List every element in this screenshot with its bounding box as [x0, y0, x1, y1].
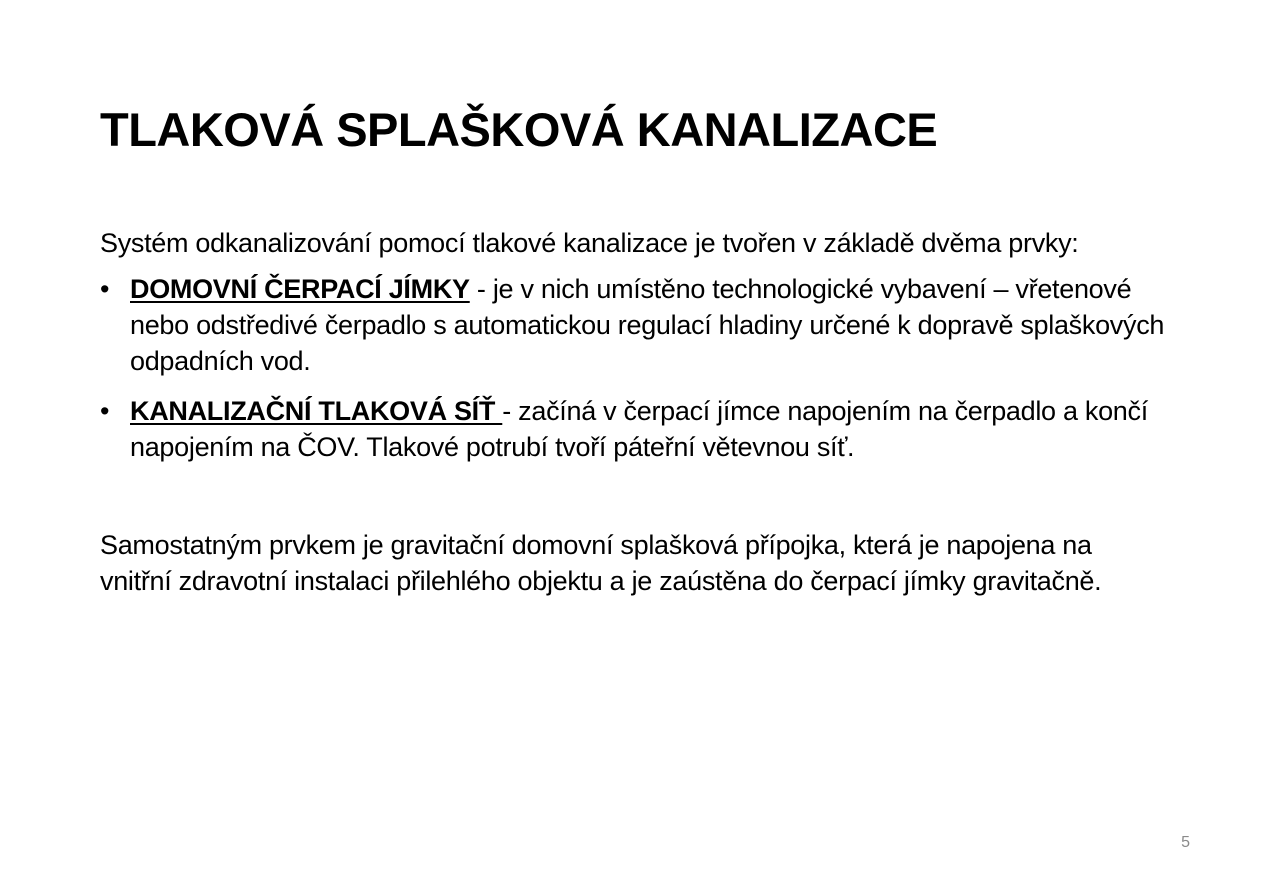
bullet-item: [100, 271, 1170, 379]
bullet-term: KANALIZAČNÍ TLAKOVÁ SÍŤ: [130, 396, 503, 426]
page-number: 5: [1181, 834, 1190, 851]
bullet-icon: •: [100, 274, 110, 304]
bullet-item: [100, 393, 1170, 465]
bullet-icon: •: [100, 396, 110, 426]
slide-content: [100, 225, 1170, 599]
bullet-list: [100, 271, 1170, 465]
outro-paragraph: Samostatným prvkem je gravitační domovní splašková přípojka, která je napojena na vnitřní zdravotní instalaci přilehlého objektu a je zaústěna do čerpací jímky gravitačně.: [100, 530, 1102, 596]
intro-paragraph: Systém odkanalizování pomocí tlakové kanalizace je tvořen v základě dvěma prvky:: [100, 228, 1079, 258]
bullet-text: - začíná v čerpací jímce napojením na čerpadlo a končí napojením na ČOV. Tlakové potrubí tvoří páteřní větevnou síť.: [130, 396, 1148, 462]
slide-title: TLAKOVÁ SPLAŠKOVÁ KANALIZACE: [100, 103, 938, 156]
bullet-text: - je v nich umístěno technologické vybavení – vřetenové nebo odstředivé čerpadlo s automatickou regulací hladiny určené k dopravě splaškových odpadních vod.: [130, 274, 1165, 376]
bullet-term: DOMOVNÍ ČERPACÍ JÍMKY: [130, 274, 470, 304]
